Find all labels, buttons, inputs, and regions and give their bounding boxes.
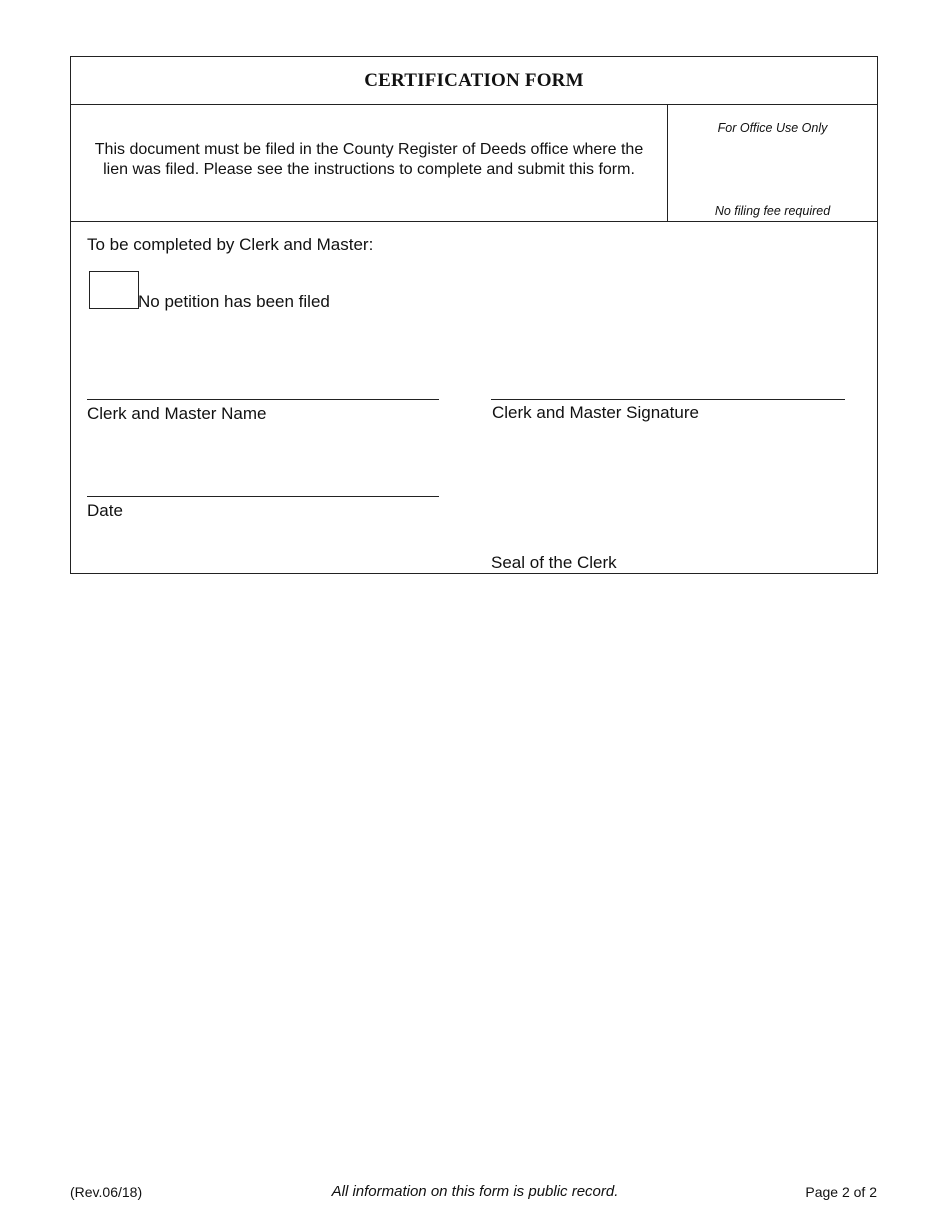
filing-instructions: This document must be filed in the County Register of Deeds office where the lien was filed. Please see the instructions to complete and submit this form. [71, 105, 668, 222]
date-label: Date [87, 501, 123, 520]
certification-form [70, 56, 878, 574]
revision-label: (Rev.06/18) [70, 1184, 143, 1200]
form-title: CERTIFICATION FORM [71, 57, 877, 105]
office-use-label: For Office Use Only [717, 121, 828, 135]
office-use-box [668, 105, 877, 222]
no-petition-label: No petition has been filed [138, 292, 330, 311]
clerk-section-label: To be completed by Clerk and Master: [87, 235, 374, 254]
date-line[interactable] [87, 496, 439, 497]
clerk-signature-line[interactable] [491, 399, 845, 400]
clerk-signature-label: Clerk and Master Signature [492, 403, 699, 422]
no-petition-checkbox[interactable] [89, 271, 139, 309]
seal-label: Seal of the Clerk [491, 553, 617, 572]
page-number: Page 2 of 2 [805, 1184, 877, 1200]
clerk-name-label: Clerk and Master Name [87, 404, 267, 423]
clerk-name-line[interactable] [87, 399, 439, 400]
public-record-notice: All information on this form is public record. [331, 1183, 619, 1200]
filing-fee-note: No filing fee required [714, 204, 831, 218]
